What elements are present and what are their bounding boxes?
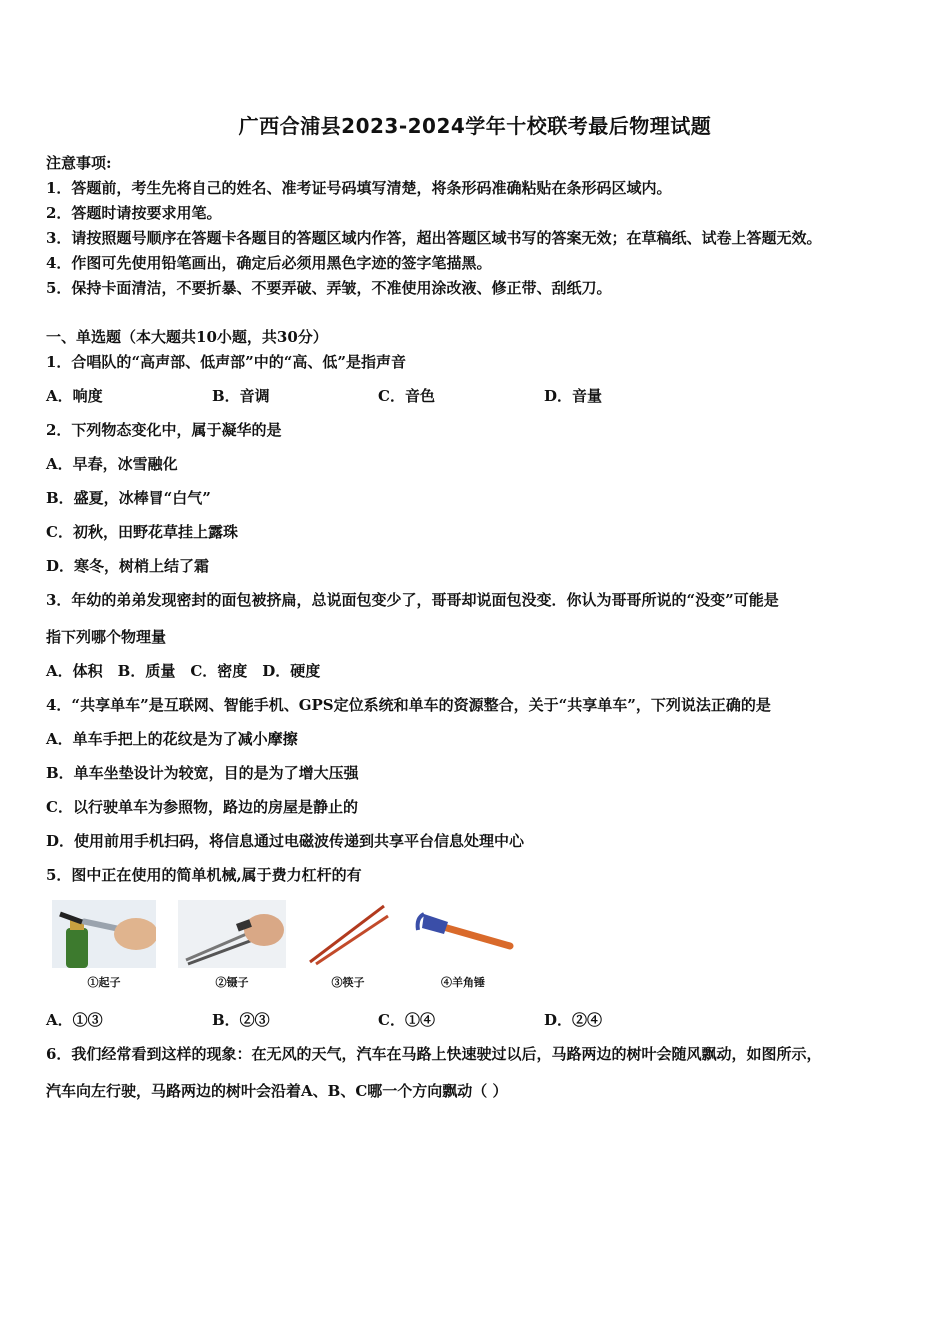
option: D．寒冬，树梢上结了霜 — [46, 557, 210, 575]
option: C．①④ — [378, 1011, 435, 1029]
notice-item: 2．答题时请按要求用笔。 — [46, 204, 222, 222]
option: B．单车坐垫设计为较宽，目的是为了增大压强 — [46, 764, 359, 782]
question-3-stem-cont: 指下列哪个物理量 — [46, 628, 167, 646]
option: C．以行驶单车为参照物，路边的房屋是静止的 — [46, 798, 358, 816]
notice-item: 4．作图可先使用铅笔画出，确定后必须用黑色字迹的签字笔描黑。 — [46, 254, 492, 272]
option: A．①③ — [46, 1011, 103, 1029]
question-3-stem: 3．年幼的弟弟发现密封的面包被挤扁，总说面包变少了，哥哥却说面包没变．你认为哥哥所说的“没变”可能是 — [46, 591, 779, 609]
question-4-stem: 4．“共享单车”是互联网、智能手机、GPS定位系统和单车的资源整合，关于“共享单车”，下列说法正确的是 — [46, 696, 771, 714]
question-1-stem: 1．合唱队的“高声部、低声部”中的“高、低”是指声音 — [46, 353, 406, 371]
option: A．响度 — [46, 387, 103, 405]
question-6-stem: 6．我们经常看到这样的现象：在无风的天气，汽车在马路上快速驶过以后，马路两边的树叶会随风飘动，如图所示， — [46, 1045, 822, 1063]
chopsticks-image — [304, 900, 392, 968]
notice-item: 3．请按照题号顺序在答题卡各题目的答题区域内作答，超出答题区域书写的答案无效；在草稿纸、试卷上答题无效。 — [46, 229, 822, 247]
option: C．初秋，田野花草挂上露珠 — [46, 523, 238, 541]
option: C．音色 — [378, 387, 435, 405]
notice-item: 5．保持卡面清洁，不要折暴、不要弄破、弄皱，不准使用涂改液、修正带、刮纸刀。 — [46, 279, 612, 297]
question-5-options — [46, 1009, 710, 1030]
figure-caption: ①起子 — [87, 976, 121, 989]
notice-heading: 注意事项: — [46, 154, 112, 172]
option: B．盛夏，冰棒冒“白气” — [46, 489, 211, 507]
figure-caption: ④羊角锤 — [441, 976, 485, 989]
claw-hammer-image — [410, 900, 516, 968]
lever-figure-row — [52, 900, 522, 992]
tweezers-image — [178, 900, 286, 968]
question-5-stem: 5．图中正在使用的简单机械,属于费力杠杆的有 — [46, 866, 362, 884]
option: D．音量 — [544, 387, 603, 405]
question-6-stem-cont: 汽车向左行驶，马路两边的树叶会沿着A、B、C哪一个方向飘动（ ） — [46, 1082, 508, 1100]
notice-item: 1．答题前，考生先将自己的姓名、准考证号码填写清楚，将条形码准确粘贴在条形码区域内。 — [46, 179, 672, 197]
question-3-options: A．体积 B．质量 C．密度 D．硬度 — [46, 662, 321, 680]
option: A．单车手把上的花纹是为了减小摩擦 — [46, 730, 298, 748]
option: B．音调 — [212, 387, 270, 405]
option: D．使用前用手机扫码，将信息通过电磁波传递到共享平台信息处理中心 — [46, 832, 525, 850]
bottle-opener-image — [52, 900, 156, 968]
option: A．早春，冰雪融化 — [46, 455, 178, 473]
page-title: 广西合浦县2023-2024学年十校联考最后物理试题 — [238, 114, 712, 138]
figure-caption: ②镊子 — [215, 976, 249, 989]
figure-caption: ③筷子 — [331, 976, 365, 989]
option: D．②④ — [544, 1011, 603, 1029]
question-1-options — [46, 385, 710, 406]
question-2-stem: 2．下列物态变化中，属于凝华的是 — [46, 421, 282, 439]
option: B．②③ — [212, 1011, 270, 1029]
section-heading: 一、单选题（本大题共10小题，共30分） — [46, 328, 328, 346]
